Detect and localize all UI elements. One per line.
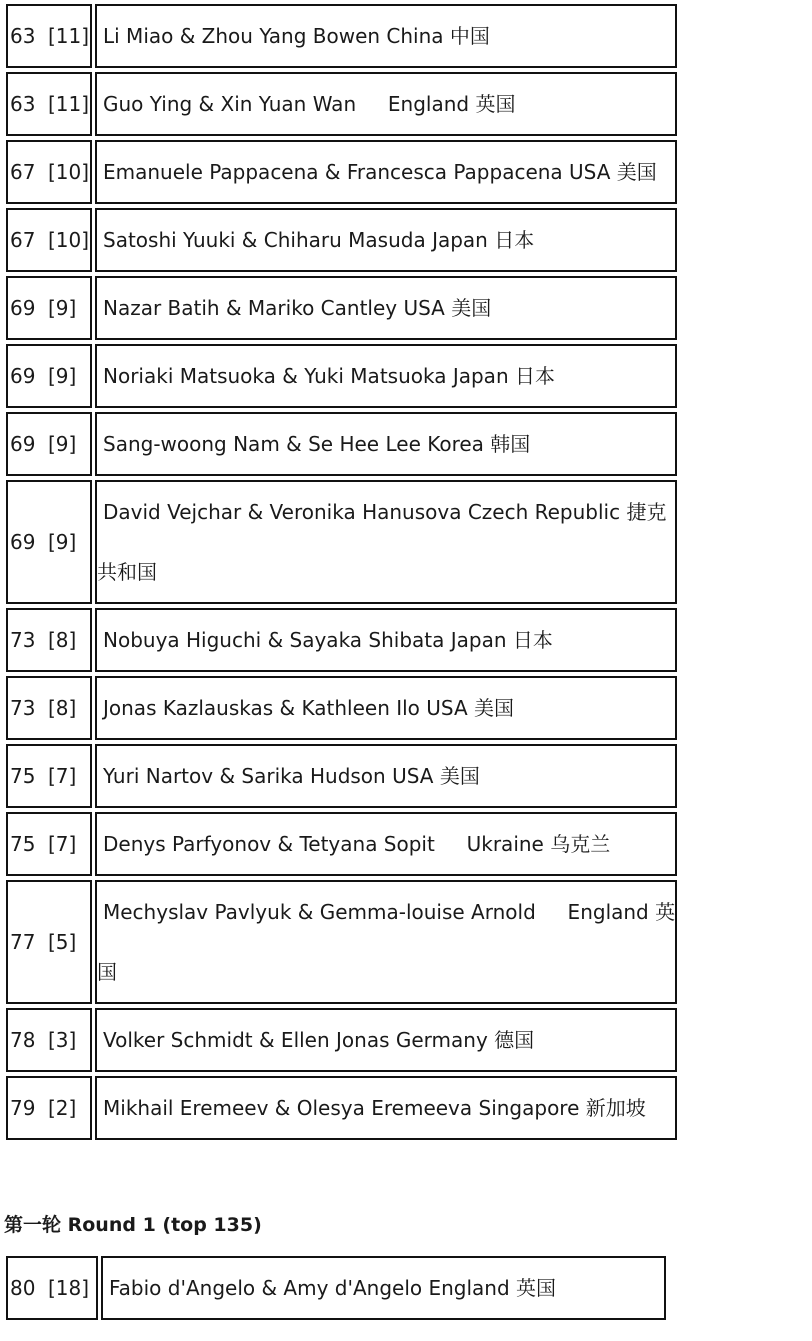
rank-cell bbox=[6, 1256, 98, 1320]
placing: 77 bbox=[10, 930, 36, 954]
rank-cell bbox=[6, 4, 92, 68]
points: [9] bbox=[48, 296, 77, 320]
points: [11] bbox=[48, 92, 90, 116]
couple-entry-line-1: David Vejchar & Veronika Hanusova Czech Republic 捷克 bbox=[103, 500, 667, 524]
rank-cell bbox=[6, 1008, 92, 1072]
rank-cell bbox=[6, 880, 92, 1004]
rank-cell bbox=[6, 676, 92, 740]
placing: 67 bbox=[10, 228, 36, 252]
points: [8] bbox=[48, 628, 77, 652]
couple-entry: Li Miao & Zhou Yang Bowen China 中国 bbox=[95, 4, 677, 68]
couple-entry: Guo Ying & Xin Yuan Wan England 英国 bbox=[95, 72, 677, 136]
points: [9] bbox=[48, 364, 77, 388]
rank-cell bbox=[6, 276, 92, 340]
placing: 73 bbox=[10, 696, 36, 720]
points: [7] bbox=[48, 832, 77, 856]
table-row bbox=[6, 4, 677, 68]
points: [9] bbox=[48, 530, 77, 554]
couple-entry: Yuri Nartov & Sarika Hudson USA 美国 bbox=[95, 744, 677, 808]
couple-entry bbox=[95, 480, 677, 604]
couple-entry-line-2: 国 bbox=[97, 960, 117, 984]
table-row bbox=[6, 812, 677, 876]
rank-cell bbox=[6, 480, 92, 604]
couple-entry: Jonas Kazlauskas & Kathleen Ilo USA 美国 bbox=[95, 676, 677, 740]
points: [3] bbox=[48, 1028, 77, 1052]
table-row bbox=[6, 608, 677, 672]
table-row bbox=[6, 1008, 677, 1072]
placing: 69 bbox=[10, 364, 36, 388]
placing: 63 bbox=[10, 92, 36, 116]
points: [2] bbox=[48, 1096, 77, 1120]
placing: 73 bbox=[10, 628, 36, 652]
rank-cell bbox=[6, 608, 92, 672]
couple-entry-line-1: Mechyslav Pavlyuk & Gemma-louise Arnold England 英 bbox=[103, 900, 676, 924]
placing: 80 bbox=[10, 1276, 36, 1300]
points: [10] bbox=[48, 160, 90, 184]
placing: 78 bbox=[10, 1028, 36, 1052]
placing: 69 bbox=[10, 296, 36, 320]
table-row bbox=[6, 1076, 677, 1140]
rank-cell bbox=[6, 744, 92, 808]
couple-entry: Nobuya Higuchi & Sayaka Shibata Japan 日本 bbox=[95, 608, 677, 672]
placing: 79 bbox=[10, 1096, 36, 1120]
placing: 75 bbox=[10, 764, 36, 788]
points: [11] bbox=[48, 24, 90, 48]
couple-entry: Volker Schmidt & Ellen Jonas Germany 德国 bbox=[95, 1008, 677, 1072]
table-row bbox=[6, 140, 677, 204]
points: [7] bbox=[48, 764, 77, 788]
couple-entry: Fabio d'Angelo & Amy d'Angelo England 英国 bbox=[101, 1256, 666, 1320]
results-table-top-section bbox=[3, 0, 680, 1144]
table-row bbox=[6, 344, 677, 408]
points: [8] bbox=[48, 696, 77, 720]
rank-cell bbox=[6, 344, 92, 408]
placing: 75 bbox=[10, 832, 36, 856]
table-row bbox=[6, 676, 677, 740]
round-heading: 第一轮 Round 1 (top 135) bbox=[4, 1214, 262, 1236]
couple-entry bbox=[95, 880, 677, 1004]
points: [10] bbox=[48, 228, 90, 252]
table-row bbox=[6, 880, 677, 1004]
table-row bbox=[6, 1256, 666, 1320]
couple-entry: Satoshi Yuuki & Chiharu Masuda Japan 日本 bbox=[95, 208, 677, 272]
rank-cell bbox=[6, 812, 92, 876]
results-table-round-1 bbox=[3, 1253, 669, 1323]
couple-entry: Denys Parfyonov & Tetyana Sopit Ukraine 乌克兰 bbox=[95, 812, 677, 876]
couple-entry: Noriaki Matsuoka & Yuki Matsuoka Japan 日本 bbox=[95, 344, 677, 408]
placing: 69 bbox=[10, 432, 36, 456]
placing: 69 bbox=[10, 530, 36, 554]
rank-cell bbox=[6, 1076, 92, 1140]
couple-entry: Nazar Batih & Mariko Cantley USA 美国 bbox=[95, 276, 677, 340]
rank-cell bbox=[6, 140, 92, 204]
table-row bbox=[6, 208, 677, 272]
couple-entry-line-2: 共和国 bbox=[97, 560, 157, 584]
rank-cell bbox=[6, 72, 92, 136]
couple-entry: Emanuele Pappacena & Francesca Pappacena USA 美国 bbox=[95, 140, 677, 204]
table-row bbox=[6, 480, 677, 604]
points: [9] bbox=[48, 432, 77, 456]
points: [18] bbox=[48, 1276, 90, 1300]
placing: 67 bbox=[10, 160, 36, 184]
couple-entry: Mikhail Eremeev & Olesya Eremeeva Singapore 新加坡 bbox=[95, 1076, 677, 1140]
points: [5] bbox=[48, 930, 77, 954]
couple-entry: Sang-woong Nam & Se Hee Lee Korea 韩国 bbox=[95, 412, 677, 476]
rank-cell bbox=[6, 412, 92, 476]
table-row bbox=[6, 412, 677, 476]
placing: 63 bbox=[10, 24, 36, 48]
table-row bbox=[6, 72, 677, 136]
rank-cell bbox=[6, 208, 92, 272]
table-row bbox=[6, 744, 677, 808]
table-row bbox=[6, 276, 677, 340]
